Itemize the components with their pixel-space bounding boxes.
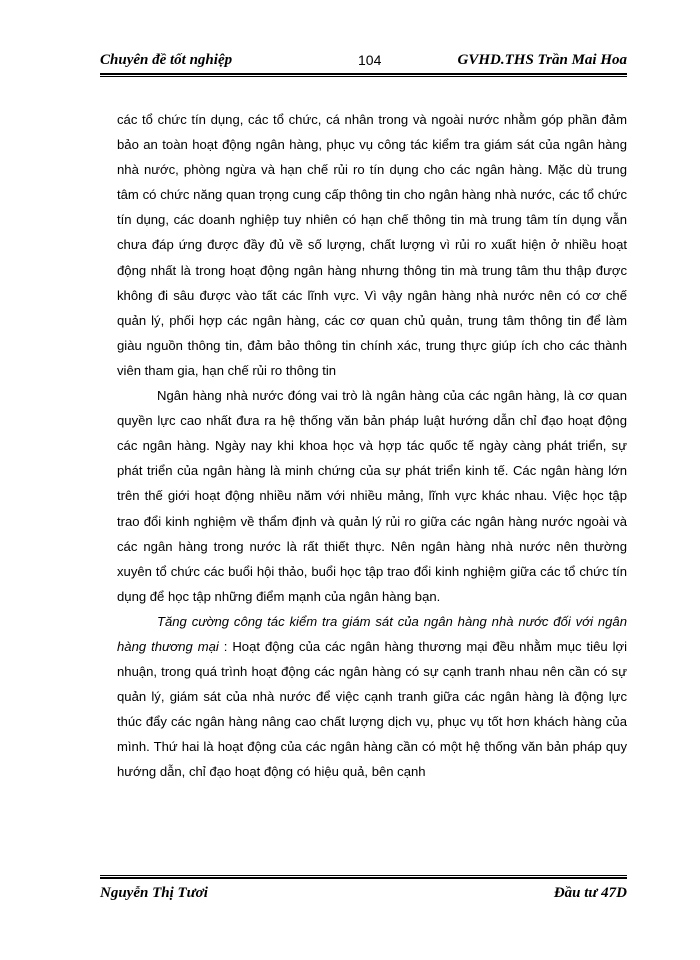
header-advisor: GVHD.THS Trần Mai Hoa <box>457 52 627 68</box>
paragraph-3 <box>117 609 627 785</box>
page-header <box>100 50 627 72</box>
page-number: 104 <box>358 52 382 68</box>
page-footer <box>100 885 627 907</box>
footer-class: Đầu tư 47D <box>553 885 627 901</box>
footer-rule-thick <box>100 877 627 879</box>
header-title: Chuyên đề tốt nghiệp <box>100 52 233 68</box>
header-rule-thick <box>100 73 627 75</box>
paragraph-3-text: : Hoạt động của các ngân hàng thương mại đều nhằm mục tiêu lợi nhuận, trong quá trình hoạt động các ngân hàng có sự cạnh tranh nhau nên cần có sự quản lý, giám sát của nhà nước để việc cạnh tranh giữa các ngân hàng là động lực thúc đẩy các ngân hàng nâng cao chất lượng dịch vụ, phục vụ tốt hơn khách hàng của mình. Thứ hai là hoạt động của các ngân hàng cần có một hệ thống văn bản pháp quy hướng dẫn, chỉ đạo hoạt động có hiệu quả, bên cạnh <box>117 638 628 780</box>
paragraph-2: Ngân hàng nhà nước đóng vai trò là ngân hàng của các ngân hàng, là cơ quan quyền lực cao nhất đưa ra hệ thống văn bản pháp luật hướng dẫn chỉ đạo hoạt động các ngân hàng. Ngày nay khi khoa học và hợp tác quốc tế ngày càng phát triển, sự phát triển của ngân hàng là minh chứng của sự phát triển kinh tế. Các ngân hàng lớn trên thế giới hoạt động nhiều năm với nhiều mảng, lĩnh vực khác nhau. Việc học tập trao đổi kinh nghiệm về thẩm định và quản lý rủi ro giữa các ngân hàng nước ngoài và các ngân hàng trong nước là rất thiết thực. Nên ngân hàng nhà nước nên thường xuyên tổ chức các buổi hội thảo, buổi học tập trao đổi kinh nghiệm giữa các tổ chức tín dụng để học tập những điểm mạnh của ngân hàng bạn. <box>117 388 627 604</box>
paragraph-1: các tổ chức tín dụng, các tổ chức, cá nhân trong và ngoài nước nhằm góp phần đảm bảo an toàn hoạt động ngân hàng, phục vụ công tác kiểm tra giám sát của ngân hàng nhà nước, phòng ngừa và hạn chế rủi ro tín dụng cho các ngân hàng. Mặc dù trung tâm có chức năng quan trọng cung cấp thông tin cho ngân hàng nhà nước, các tổ chức tín dụng, các doanh nghiệp tuy nhiên có hạn chế thông tin mà trung tâm tín dụng vẫn chưa đáp ứng được đầy đủ về số lượng, chất lượng vì rủi ro xuất hiện ở nhiều hoạt động nhất là trong hoạt động ngân hàng nhưng thông tin mà trung tâm thu thập được không đi sâu được vào tất các lĩnh vực. Vì vậy ngân hàng nhà nước nên có cơ chế quản lý, phối hợp các ngân hàng, các cơ quan chủ quản, trung tâm thông tin để làm giàu nguồn thông tin, đảm bảo thông tin chính xác, trung thực giúp ích cho các thành viên tham gia, hạn chế rủi ro thông tin <box>117 112 627 378</box>
header-rule-thin <box>100 76 627 77</box>
footer-author: Nguyễn Thị Tươi <box>100 885 208 901</box>
footer-rule-thin <box>100 875 627 876</box>
paragraph-3-heading: Tăng cường công tác kiểm tra giám sát của ngân hàng nhà nước đối với ngân hàng thương mại <box>117 613 627 654</box>
document-body <box>117 107 627 785</box>
